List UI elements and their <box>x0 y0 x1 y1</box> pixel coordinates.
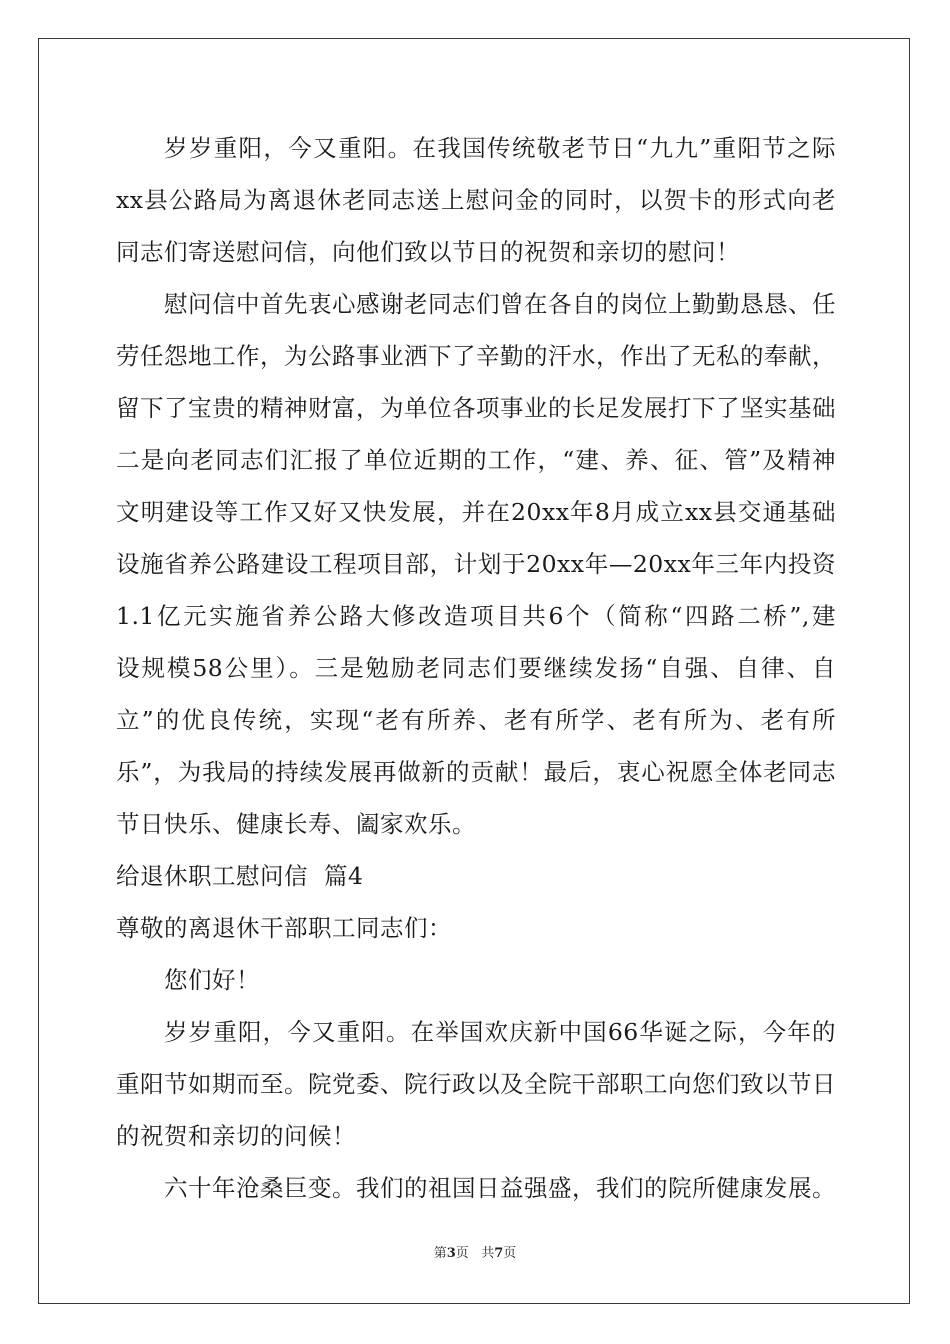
page-current: 3 <box>446 1246 456 1261</box>
page-prefix: 第 <box>433 1246 447 1261</box>
page-total: 7 <box>494 1246 504 1261</box>
salutation: 尊敬的离退休干部职工同志们： <box>116 914 452 942</box>
paragraph-line: 节日快乐、健康长寿、阖家欢乐。 <box>116 810 476 838</box>
paragraph-line: 乐”，为我局的持续发展再做新的贡献！最后，衷心祝愿全体老同志 <box>116 758 836 786</box>
page-footer <box>0 1245 950 1263</box>
paragraph-line: 设规模58公里）。三是勉励老同志们要继续发扬“自强、自律、自 <box>116 654 836 682</box>
paragraph-line: 重阳节如期而至。院党委、院行政以及全院干部职工向您们致以节日 <box>116 1070 836 1098</box>
paragraph-line: 文明建设等工作又好又快发展，并在20xx年8月成立xx县交通基础 <box>116 498 836 526</box>
total-prefix: 共 <box>481 1246 495 1261</box>
paragraph-line: xx县公路局为离退休老同志送上慰问金的同时，以贺卡的形式向老 <box>116 186 836 214</box>
paragraph-line: 六十年沧桑巨变。我们的祖国日益强盛，我们的院所健康发展。 <box>164 1174 836 1202</box>
paragraph-line: 劳任怨地工作，为公路事业洒下了辛勤的汗水，作出了无私的奉献， <box>116 342 836 370</box>
paragraph-line: 二是向老同志们汇报了单位近期的工作，“建、养、征、管”及精神 <box>116 446 836 474</box>
paragraph-line: 岁岁重阳，今又重阳。在我国传统敬老节日“九九”重阳节之际 <box>164 134 836 162</box>
paragraph-line: 慰问信中首先衷心感谢老同志们曾在各自的岗位上勤勤恳恳、任 <box>164 290 836 318</box>
section-heading: 给退休职工慰问信 篇4 <box>116 862 364 890</box>
paragraph-line: 的祝贺和亲切的问候！ <box>116 1122 356 1150</box>
paragraph-line: 设施省养公路建设工程项目部，计划于20xx年—20xx年三年内投资 <box>116 550 836 578</box>
paragraph-line: 立”的优良传统，实现“老有所养、老有所学、老有所为、老有所 <box>116 706 836 734</box>
paragraph-line: 留下了宝贵的精神财富，为单位各项事业的长足发展打下了坚实基础 <box>116 394 836 422</box>
paragraph-line: 岁岁重阳，今又重阳。在举国欢庆新中国66华诞之际，今年的 <box>164 1018 836 1046</box>
paragraph-line: 同志们寄送慰问信，向他们致以节日的祝贺和亲切的慰问！ <box>116 238 740 266</box>
greeting: 您们好！ <box>164 966 260 994</box>
page-suffix: 页 <box>455 1246 469 1261</box>
total-suffix: 页 <box>503 1246 517 1261</box>
paragraph-line: 1.1亿元实施省养公路大修改造项目共6个（简称“四路二桥”,建 <box>116 602 836 630</box>
